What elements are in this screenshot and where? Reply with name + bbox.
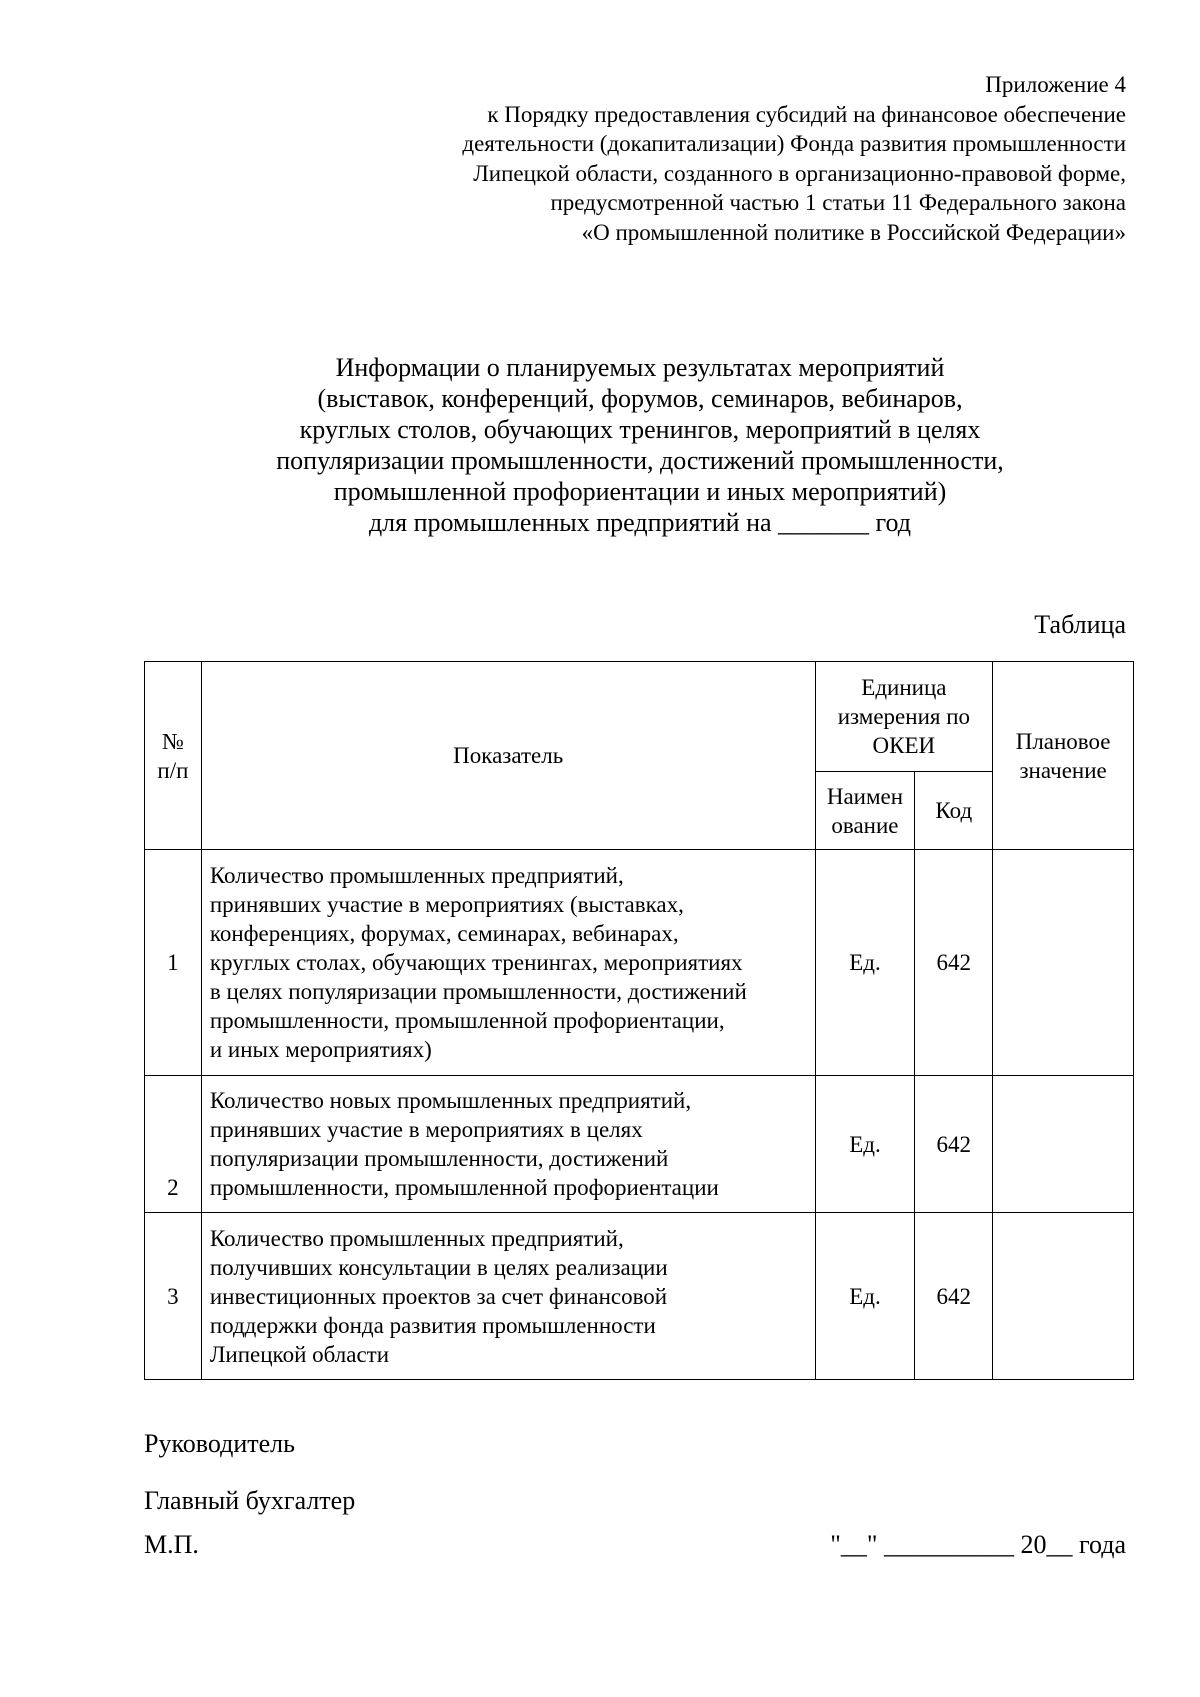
appendix-line: «О промышленной политике в Российской Федерации» xyxy=(581,219,1126,245)
signature-head-label: Руководитель xyxy=(144,1429,295,1458)
row-unit-name: Ед. xyxy=(815,1076,915,1213)
row-unit-code: 642 xyxy=(915,850,993,1076)
header-unit-code: Код xyxy=(915,772,993,850)
table-label: Таблица xyxy=(1034,610,1126,639)
row-unit-name: Ед. xyxy=(815,850,915,1076)
title-line: круглых столов, обучающих тренингов, мероприятий в целях xyxy=(299,415,981,444)
row-indicator: Количество новых промышленных предприятий, принявших участие в мероприятиях в целях популяризации промышленности, достижений промышленности, промышленной профориентации xyxy=(201,1076,815,1213)
row-num: 2 xyxy=(145,1076,202,1213)
title-line: (выставок, конференций, форумов, семинаров, вебинаров, xyxy=(317,384,963,413)
table-row xyxy=(145,1076,1134,1213)
appendix-line: Приложение 4 xyxy=(985,72,1126,97)
table-row xyxy=(145,1213,1134,1380)
row-unit-name: Ед. xyxy=(815,1213,915,1380)
appendix-header xyxy=(346,70,1126,247)
appendix-line: деятельности (докапитализации) Фонда развития промышленности xyxy=(462,131,1126,156)
row-planned-value xyxy=(993,1213,1134,1380)
document-title xyxy=(200,352,1080,538)
header-planned: Плановое значение xyxy=(993,662,1134,850)
appendix-line: Липецкой области, созданного в организационно-правовой форме, xyxy=(473,160,1126,186)
title-line: Информации о планируемых результатах мероприятий xyxy=(335,353,945,382)
title-line: популяризации промышленности, достижений промышленности, xyxy=(276,446,1004,475)
header-unit-group: Единица измерения по ОКЕИ xyxy=(815,662,993,772)
row-indicator: Количество промышленных предприятий, принявших участие в мероприятиях (выставках, конференциях, форумах, семинарах, вебинарах, круглых столах, обучающих тренингах, мероприятиях в целях популяризации промышленности, достижений промышленности, промышленной профориентации, и иных мероприятиях) xyxy=(201,850,815,1076)
header-unit-name: Наимен ование xyxy=(815,772,915,850)
row-planned-value xyxy=(993,850,1134,1076)
title-line: для промышленных предприятий на _______ год xyxy=(368,508,912,537)
title-line: промышленной профориентации и иных мероприятий) xyxy=(333,477,947,506)
table-header-row xyxy=(145,662,1134,772)
table-row xyxy=(145,850,1134,1076)
header-indicator: Показатель xyxy=(201,662,815,850)
row-num: 3 xyxy=(145,1213,202,1380)
date-field: "__" __________ 20__ года xyxy=(830,1530,1126,1559)
row-num: 1 xyxy=(145,850,202,1076)
row-planned-value xyxy=(993,1076,1134,1213)
row-indicator: Количество промышленных предприятий, получивших консультации в целях реализации инвестиционных проектов за счет финансовой поддержки фонда развития промышленности Липецкой области xyxy=(201,1213,815,1380)
header-num: № п/п xyxy=(145,662,202,850)
results-table xyxy=(144,661,1134,1380)
appendix-line: к Порядку предоставления субсидий на финансовое обеспечение xyxy=(487,101,1126,127)
appendix-line: предусмотренной частью 1 статьи 11 Федерального закона xyxy=(550,190,1126,215)
signature-chief-accountant-label: Главный бухгалтер xyxy=(144,1486,356,1515)
row-unit-code: 642 xyxy=(915,1213,993,1380)
row-unit-code: 642 xyxy=(915,1076,993,1213)
stamp-place-label: М.П. xyxy=(144,1530,199,1559)
